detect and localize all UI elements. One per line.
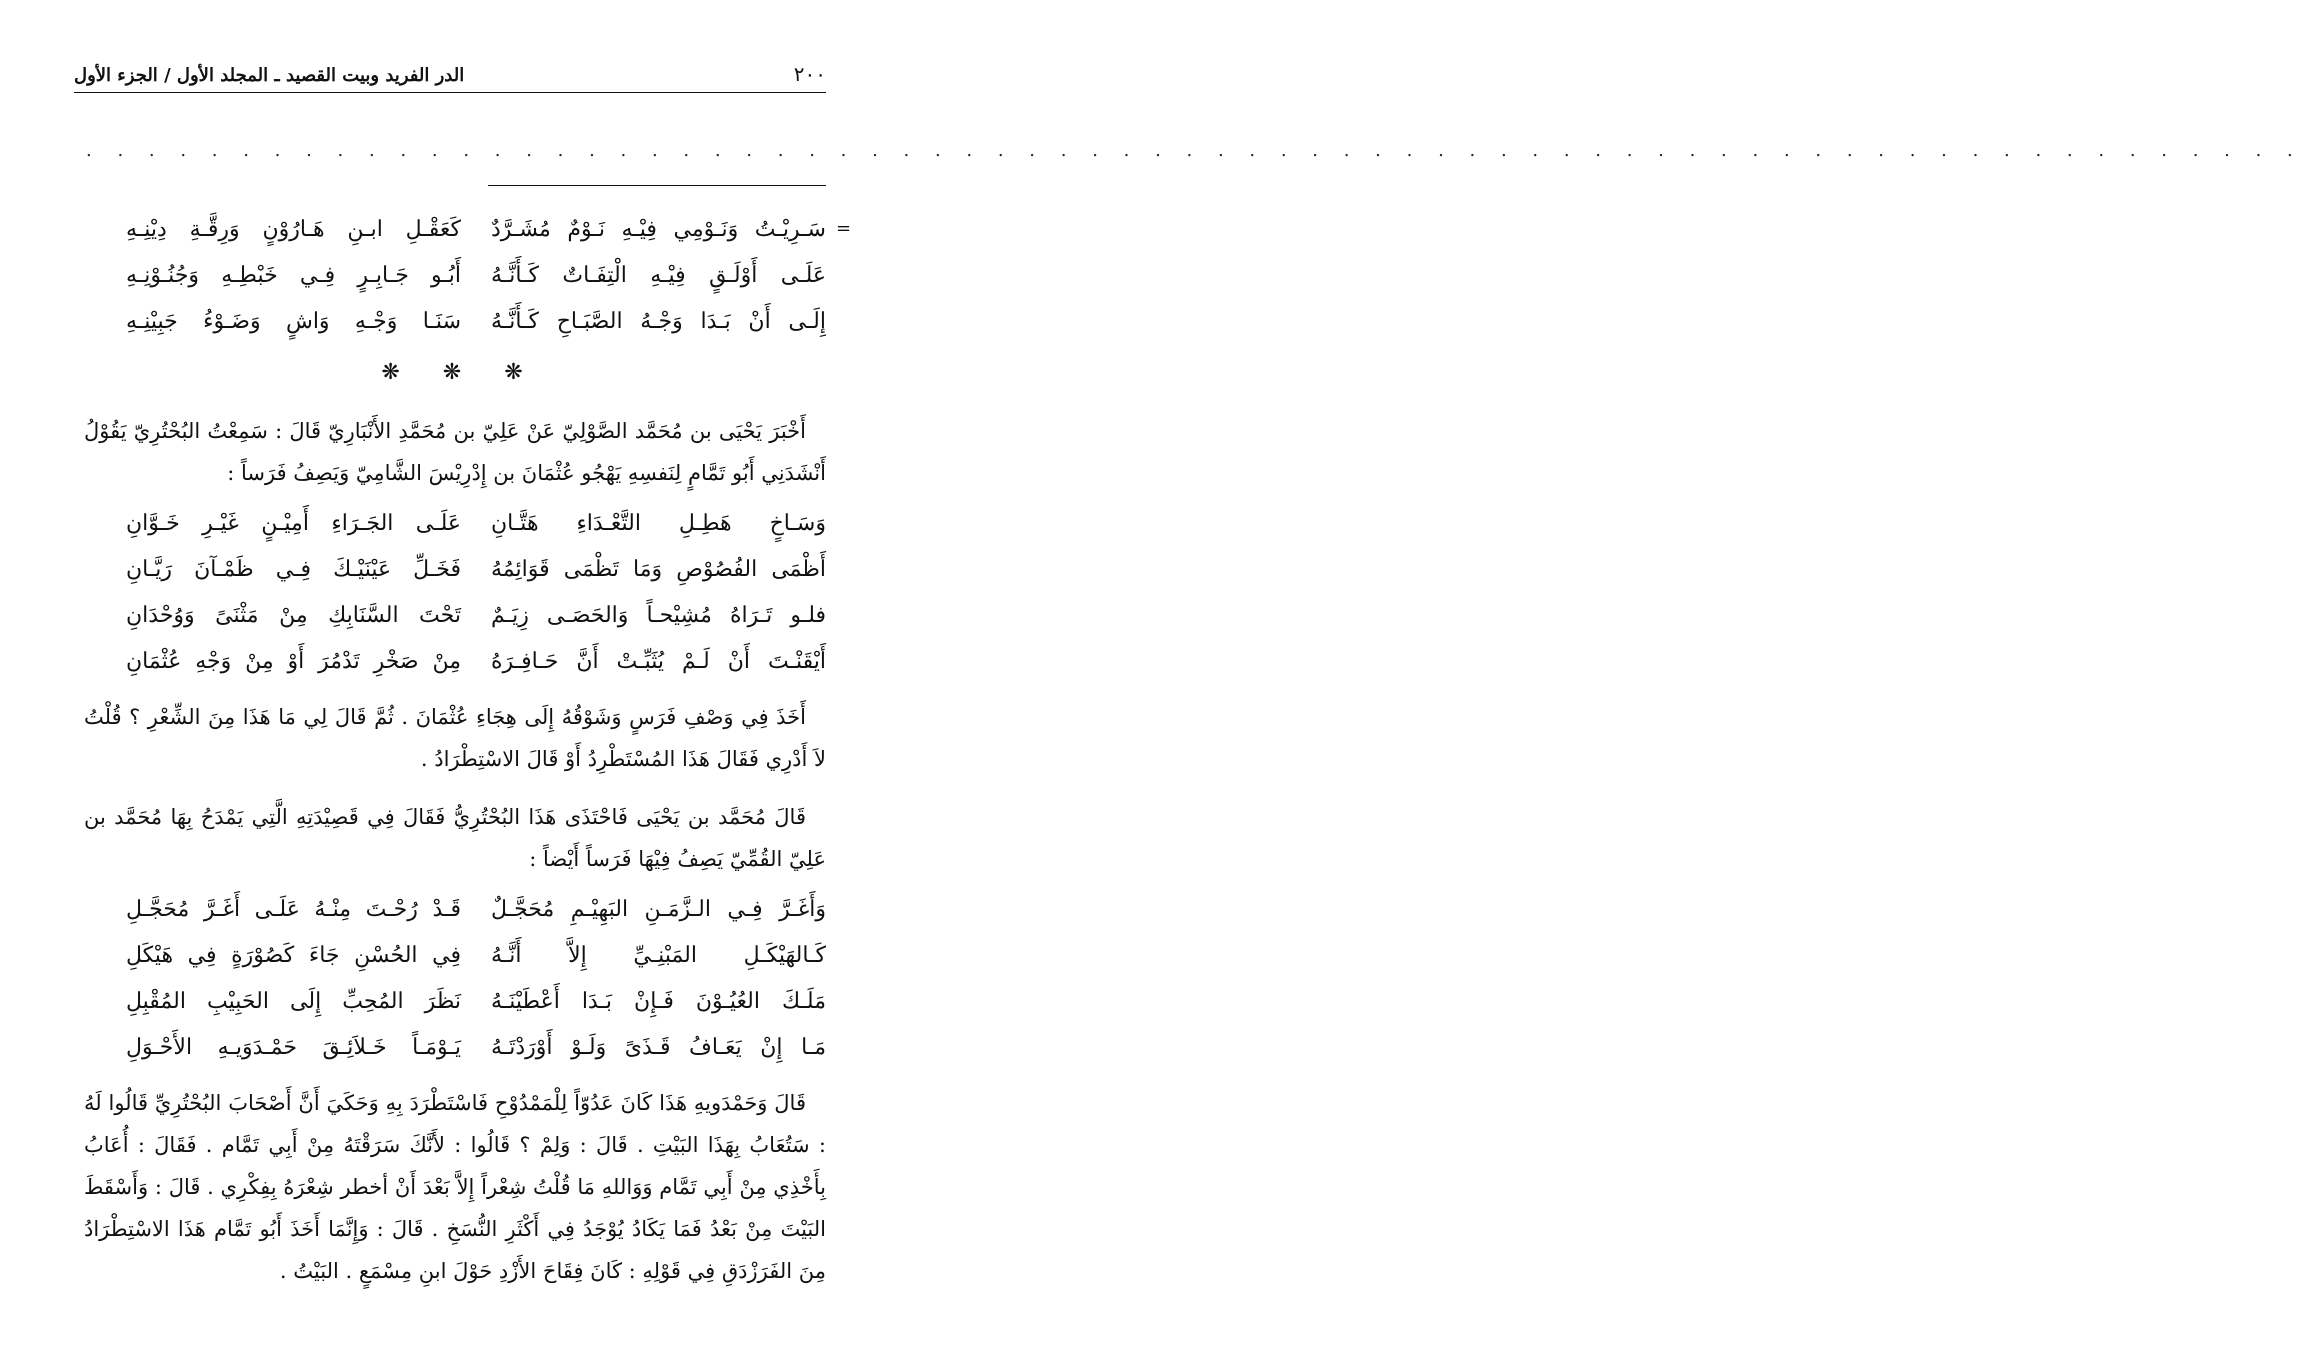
verse-second-hemistich: مِنْ صَخْرِ تَدْمُرَ أَوْ مِنْ وَجْهِ عُثْمَانِ	[126, 649, 461, 674]
verse-line	[126, 256, 826, 302]
section-separator: ❋ ❋ ❋	[381, 360, 541, 385]
continuation-mark: =	[836, 218, 852, 239]
verse-second-hemistich: نَظَرَ المُحِبِّ إِلَى الحَبِيْبِ المُقْبِلِ	[126, 989, 461, 1014]
poem-block-3	[126, 890, 826, 1074]
verse-second-hemistich: عَلَـى الجَـرَاءِ أَمِيْـنٍ غَيْـرِ خَـوَّانِ	[126, 511, 461, 536]
verse-second-hemistich: سَنَـا وَجْـهِ وَاشٍ وَضَـوْءُ جَبِيْنِـهِ	[126, 309, 461, 334]
paragraph-2	[84, 696, 826, 780]
verse-first-hemistich: مَـا إِنْ يَعَـافُ قَـذَىً وَلَـوْ أَوْرَدْتَـهُ	[491, 1035, 826, 1060]
ellipsis-line: . . . . . . . . . . . . . . . . . . . . . . . . . . . . . . . . . . . . . . . . . . . . . . . . . . . . . . . . . . . . . . . . . . . . . . .	[86, 140, 2303, 161]
paragraph-text: قَالَ مُحَمَّد بن يَحْيَى فَاحْتَذَى هَذَا البُحْتُرِيُّ فَقَالَ فِي قَصِيْدَتِهِ الَّتِي يَمْدَحُ بِهَا مُحَمَّد بن عَلِيّ القُمِّيّ يَصِفُ فِيْهَا فَرَساً أَيْضاً :	[84, 805, 826, 871]
verse-second-hemistich: فَخَـلِّ عَيْنَيْـكَ فِـي ظَمْـآنَ رَيَّـانِ	[126, 557, 461, 582]
verse-first-hemistich: أَيْقَنْـتَ أَنْ لَـمْ يُثَبِّـتْ أَنَّ حَـافِـرَهُ	[491, 649, 826, 674]
verse-first-hemistich: سَـرِيْـتُ وَنَـوْمِي فِيْـهِ نَـوْمٌ مُشَـرَّدٌ	[491, 217, 826, 242]
verse-line	[126, 550, 826, 596]
verse-first-hemistich: فلـو تَـرَاهُ مُشِيْحـاً وَالحَصَـى زِيَـمٌ	[491, 603, 826, 628]
page-number: ٢٠٠	[793, 62, 826, 86]
verse-second-hemistich: قَـدْ رُحْـتَ مِنْـهُ عَلَـى أَغَـرَّ مُحَجَّـلِ	[126, 897, 461, 922]
verse-first-hemistich: إِلَـى أَنْ بَـدَا وَجْـهُ الصَّبَـاحِ كَـأَنَّـهُ	[491, 309, 826, 334]
verse-line	[126, 596, 826, 642]
paragraph-3	[84, 796, 826, 880]
verse-line	[126, 210, 826, 256]
verse-second-hemistich: كَعَقْـلِ ابـنِ هَـارُوْنٍ وَرِقَّـةِ دِيْنِـهِ	[126, 217, 461, 242]
page-header	[74, 58, 826, 93]
verse-line	[126, 1028, 826, 1074]
verse-first-hemistich: عَلَـى أَوْلَـقٍ فِيْـهِ الْتِفَـاتٌ كَـأَنَّـهُ	[491, 263, 826, 288]
verse-line	[126, 936, 826, 982]
footnote-rule	[488, 185, 826, 186]
paragraph-4	[84, 1082, 826, 1292]
verse-line	[126, 302, 826, 348]
verse-line	[126, 504, 826, 550]
poem-block-2	[126, 504, 826, 688]
paragraph-text: أَخْبَرَ يَحْيَى بن مُحَمَّد الصَّوْلِيّ عَنْ عَلِيّ بن مُحَمَّدِ الأَنْبَارِيّ قَالَ : سَمِعْتُ البُحْتُرِيّ يَقُوْلُ أَنْشَدَنِي أَبُو تَمَّامٍ لِنَفسِهِ يَهْجُو عُثْمَانَ بن إِدْرِيْسَ الشَّامِيّ وَيَصِفُ فَرَساً :	[84, 419, 826, 485]
verse-first-hemistich: كَـالهَيْكَـلِ المَبْنِـيِّ إِلاَّ أَنَّـهُ	[491, 943, 826, 968]
verse-second-hemistich: يَـوْمَـاً خَـلاَئِـقَ حَمْـدَوَيـهِ الأَحْـوَلِ	[126, 1035, 461, 1060]
verse-line	[126, 642, 826, 688]
paragraph-1	[84, 410, 826, 494]
poem-block-1	[126, 210, 826, 348]
verse-first-hemistich: وَسَـاخٍ هَطِـلِ التَّعْـدَاءِ هَتَّـانِ	[491, 511, 826, 536]
verse-line	[126, 982, 826, 1028]
verse-line	[126, 890, 826, 936]
verse-second-hemistich: فِي الحُسْنِ جَاءَ كَصُوْرَةٍ فِي هَيْكَلِ	[126, 943, 461, 968]
paragraph-text: قَالَ وَحَمْدَويهِ هَذَا كَانَ عَدُوّاً لِلْمَمْدُوْحِ فَاسْتَطْرَدَ بِهِ وَحَكَيَ أَنَّ أَصْحَابَ البُحْتُرِيِّ قَالُوا لَهُ : سَتُعَابُ بِهَذَا البَيْتِ . قَالَ : وَلِمْ ؟ قَالُوا : لأَنَّكَ سَرَقْتَهُ مِنْ أَبِي تَمَّام . فَقَالَ : أُعَابُ بِأَخْذِي مِنْ أَبِي تَمَّام وَوَاللهِ مَا قُلْتُ شِعْراً إِلاَّ بَعْدَ أَنْ أخطر شِعْرَهُ بِفِكْرِي . قَالَ : وَأَسْقَطَ البَيْتَ مِنْ بَعْدُ فَمَا يَكَادُ يُوْجَدُ فِي أَكْثَرِ النُّسَخِ . قَالَ : وَإِنَّمَا أَخَذَ أَبُو تَمَّام هَذَا الاسْتِطْرَادُ مِنَ الفَرَزْدَقِ فِي قَوْلِهِ : كَانَ فِقَاحَ الأَزْدِ حَوْلَ ابنِ مِسْمَعٍ . البَيْتُ .	[84, 1091, 826, 1283]
running-title: الدر الفريد وبيت القصيد ـ المجلد الأول / الجزء الأول	[74, 65, 465, 86]
verse-second-hemistich: أَبُـو جَـابِـرٍ فِـي خَبْطِـهِ وَجُنُـوْنِـهِ	[126, 263, 461, 288]
paragraph-text: أَخَذَ فِي وَصْفِ فَرَسٍ وَشَوْقُهُ إِلَى هِجَاءِ عُثْمَانَ . ثُمَّ قَالَ لِي مَا هَذَا مِنَ الشِّعْرِ ؟ قُلْتُ لاَ أَدْرِي فَقَالَ هَذَا المُسْتَطْرِدُ أَوْ قَالَ الاسْتِطْرَادُ .	[84, 705, 826, 771]
verse-first-hemistich: مَلَـكَ العُيُـوْنَ فَـإِنْ بَـدَا أَعْطَيْنَـهُ	[491, 989, 826, 1014]
verse-first-hemistich: أَظْمَى الفُصُوْصِ وَمَا تَظْمَى قَوَائِمُهُ	[491, 557, 826, 582]
verse-first-hemistich: وَأَغَـرَّ فِـي الـزَّمَـنِ البَهِيْـمِ مُحَجَّـلٌ	[491, 897, 826, 922]
verse-second-hemistich: تَحْتَ السَّنَابِكِ مِنْ مَثْنَىً وَوُحْدَانِ	[126, 603, 461, 628]
